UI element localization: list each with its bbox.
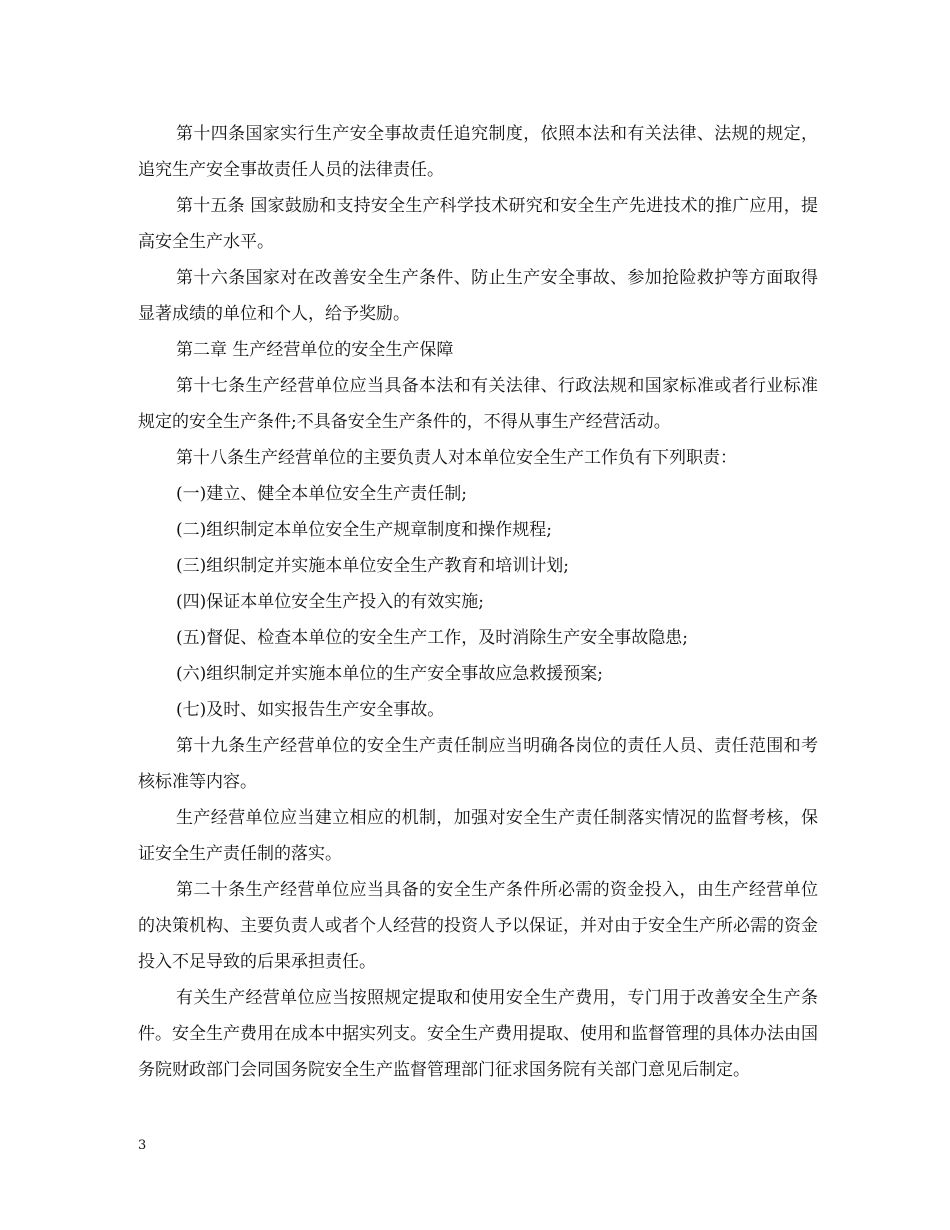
paragraph-article-20-cont: 有关生产经营单位应当按照规定提取和使用安全生产费用，专门用于改善安全生产条件。安全生产费用在成本中据实列支。安全生产费用提取、使用和监督管理的具体办法由国务院财政部门会同国务院安全生产监督管理部门征求国务院有关部门意见后制定。	[138, 988, 818, 1080]
list-item-duty-7: (七)及时、如实报告生产安全事故。	[176, 700, 445, 720]
paragraph-article-15: 第十五条 国家鼓励和支持安全生产科学技术研究和安全生产先进技术的推广应用，提高安全生产水平。	[138, 196, 818, 252]
paragraph-article-14: 第十四条国家实行生产安全事故责任追究制度，依照本法和有关法律、法规的规定，追究生产安全事故责任人员的法律责任。	[138, 124, 818, 180]
paragraph-article-17: 第十七条生产经营单位应当具备本法和有关法律、行政法规和国家标准或者行业标准规定的安全生产条件;不具备安全生产条件的，不得从事生产经营活动。	[138, 376, 818, 432]
paragraph-article-19-cont: 生产经营单位应当建立相应的机制，加强对安全生产责任制落实情况的监督考核，保证安全生产责任制的落实。	[138, 808, 818, 864]
chapter-heading: 第二章 生产经营单位的安全生产保障	[176, 340, 454, 360]
list-item-duty-6: (六)组织制定并实施本单位的生产安全事故应急救援预案;	[176, 664, 603, 684]
list-item-duty-1: (一)建立、健全本单位安全生产责任制;	[176, 484, 467, 504]
paragraph-article-16: 第十六条国家对在改善安全生产条件、防止生产安全事故、参加抢险救护等方面取得显著成绩的单位和个人，给予奖励。	[138, 268, 818, 324]
page-number: 3	[138, 1138, 147, 1153]
document-body	[138, 116, 818, 1088]
paragraph-article-19: 第十九条生产经营单位的安全生产责任制应当明确各岗位的责任人员、责任范围和考核标准等内容。	[138, 736, 818, 792]
list-item-duty-4: (四)保证本单位安全生产投入的有效实施;	[176, 592, 484, 612]
paragraph-article-20: 第二十条生产经营单位应当具备的安全生产条件所必需的资金投入，由生产经营单位的决策机构、主要负责人或者个人经营的投资人予以保证，并对由于安全生产所必需的资金投入不足导致的后果承担责任。	[138, 880, 818, 972]
list-item-duty-3: (三)组织制定并实施本单位安全生产教育和培训计划;	[176, 556, 569, 576]
list-item-duty-5: (五)督促、检查本单位的安全生产工作，及时消除生产安全事故隐患;	[176, 628, 688, 648]
list-item-duty-2: (二)组织制定本单位安全生产规章制度和操作规程;	[176, 520, 552, 540]
paragraph-article-18: 第十八条生产经营单位的主要负责人对本单位安全生产工作负有下列职责：	[176, 448, 737, 468]
